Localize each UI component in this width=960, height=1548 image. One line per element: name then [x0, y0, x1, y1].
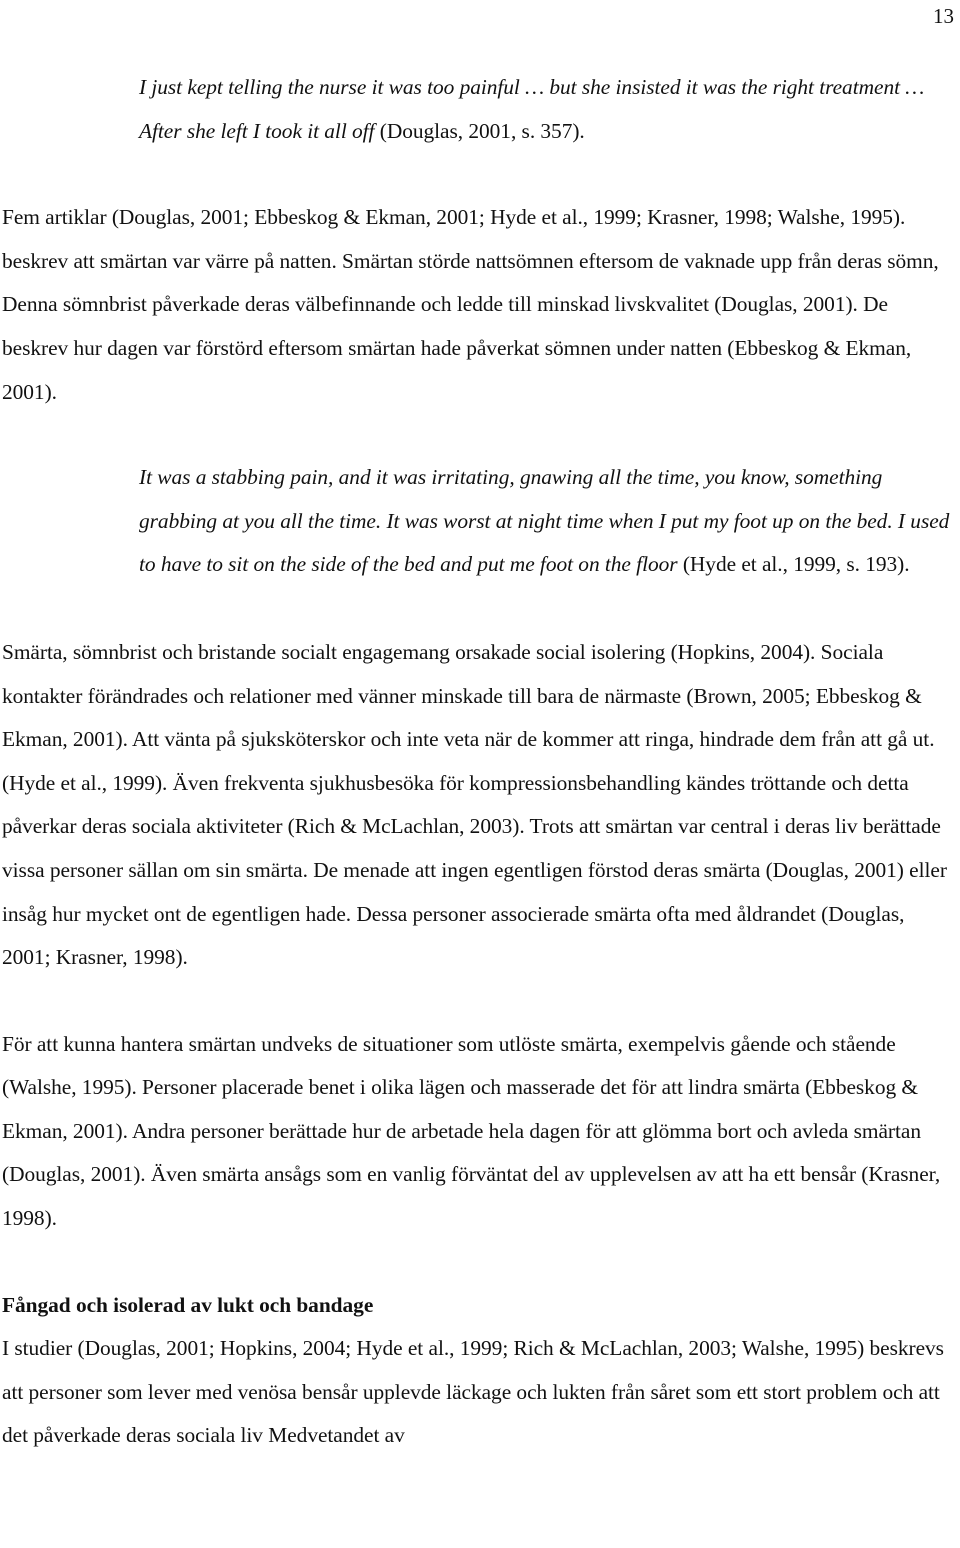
block-quote-1	[139, 66, 956, 153]
document-body	[2, 66, 956, 1458]
section-heading: Fångad och isolerad av lukt och bandage	[2, 1292, 374, 1317]
spacer	[2, 980, 956, 1023]
block-quote-1-text: I just kept telling the nurse it was too painful … but she insisted it was the right treatment … After she left I took it all off	[139, 75, 925, 143]
paragraph-night-pain: Fem artiklar (Douglas, 2001; Ebbeskog & Ekman, 2001; Hyde et al., 1999; Krasner, 1998; Walshe, 1995). beskrev att smärtan var värre på natten. Smärtan störde nattsömnen eftersom de vaknade upp från deras sömn, Denna sömnbrist påverkade deras välbefinnande och ledde till minskad livskvalitet (Douglas, 2001). De beskrev hur dagen var förstörd eftersom smärtan hade påverkat sömnen under natten (Ebbeskog & Ekman, 2001).	[2, 205, 939, 404]
block-quote-1-citation: (Douglas, 2001, s. 357).	[374, 118, 585, 143]
page-number: 13	[933, 4, 954, 28]
block-quote-2-text: It was a stabbing pain, and it was irritating, gnawing all the time, you know, something grabbing at you all the time. It was worst at night time when I put my foot up on the bed. I used to have to sit on the side of the bed and put me foot on the floor	[139, 465, 950, 577]
spacer	[2, 587, 956, 631]
block-quote-2-citation: (Hyde et al., 1999, s. 193).	[677, 552, 910, 577]
spacer	[2, 1241, 956, 1284]
spacer	[2, 153, 956, 196]
section-paragraph: I studier (Douglas, 2001; Hopkins, 2004; Hyde et al., 1999; Rich & McLachlan, 2003; Walshe, 1995) beskrevs att personer som lever med venösa bensår upplevde läckage och lukten från såret som ett stort problem och att det påverkade deras sociala liv Medvetandet av	[2, 1336, 944, 1448]
paragraph-social-isolation: Smärta, sömnbrist och bristande socialt engagemang orsakade social isolering (Hopkins, 2004). Sociala kontakter förändrades och relationer med vänner minskade till bara de närmaste (Brown, 2005; Ebbeskog & Ekman, 2001). Att vänta på sjuksköterskor och inte veta när de kommer att ringa, hindrade dem från att gå ut. (Hyde et al., 1999). Även frekventa sjukhusbesöka för kompressionsbehandling kändes tröttande och detta påverkar deras sociala aktiviteter (Rich & McLachlan, 2003). Trots att smärtan var central i deras liv berättade vissa personer sällan om sin smärta. De menade att ingen egentligen förstod deras smärta (Douglas, 2001) eller insåg hur mycket ont de egentligen hade. Dessa personer associerade smärta ofta med åldrandet (Douglas, 2001; Krasner, 1998).	[2, 639, 947, 970]
paragraph-coping: För att kunna hantera smärtan undveks de situationer som utlöste smärta, exempelvis gående och stående (Walshe, 1995). Personer placerade benet i olika lägen och masserade det för att lindra smärta (Ebbeskog & Ekman, 2001). Andra personer berättade hur de arbetade hela dagen för att glömma bort och avleda smärtan (Douglas, 2001). Även smärta ansågs som en vanlig förväntat del av upplevelsen av att ha ett bensår (Krasner, 1998).	[2, 1031, 941, 1231]
block-quote-2	[139, 456, 956, 587]
spacer	[2, 414, 956, 456]
